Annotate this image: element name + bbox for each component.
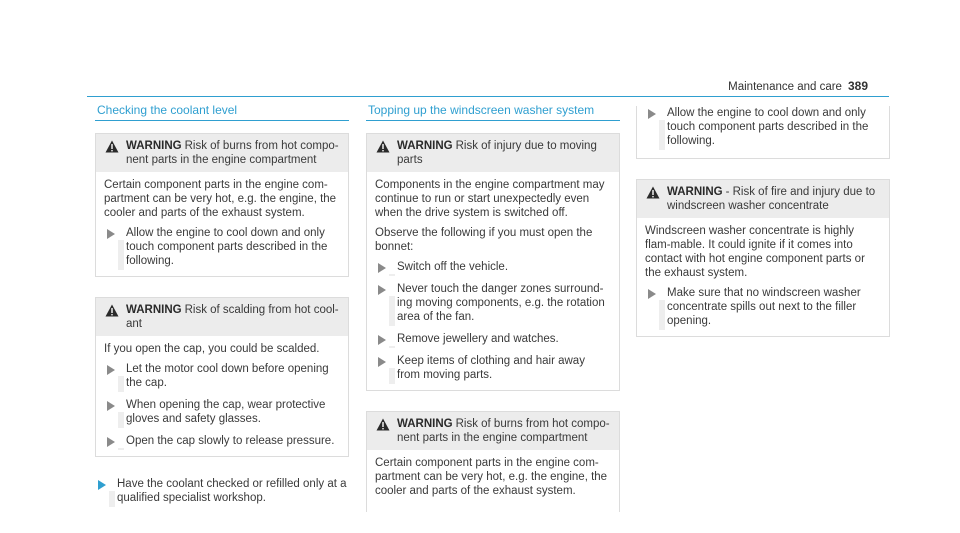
step-item: Open the cap slowly to release pressure. (104, 434, 340, 448)
column-washer (366, 103, 620, 532)
step-item: Keep items of clothing and hair away from moving parts. (375, 354, 611, 382)
warning-burns-continued (636, 106, 890, 159)
warning-heading: Risk of scalding from hot cool-ant (126, 304, 339, 330)
warning-fire-box (636, 179, 890, 337)
warning-triangle-icon (376, 140, 390, 153)
warning-heading: Risk of burns from hot compo-nent parts in the engine compartment (397, 418, 610, 444)
warning-text: Observe the following if you must open the bonnet: (375, 227, 593, 253)
column-continued (636, 103, 890, 357)
warning-burns-box-2 (366, 411, 620, 512)
warning-text: Certain component parts in the engine com-partment can be very hot, e.g. the engine, the cooler and parts of the exhaust system. (104, 179, 337, 219)
warning-triangle-icon (376, 418, 390, 431)
step-arrow-icon (98, 480, 106, 490)
step-arrow-icon (648, 109, 656, 119)
warning-header (367, 134, 619, 172)
warning-body (637, 218, 889, 336)
warning-text: If you open the cap, you could be scalded. (104, 343, 320, 355)
warning-label: WARNING (397, 140, 453, 152)
warning-body (96, 336, 348, 456)
step-item: Make sure that no windscreen washer concentrate spills out next to the filler opening. (645, 286, 881, 328)
header-rule (87, 96, 889, 97)
step-arrow-icon (107, 365, 115, 375)
warning-heading: - Risk of fire and injury due to windscreen washer concentrate (667, 186, 876, 212)
step-arrow-icon (378, 263, 386, 273)
warning-burns-box (95, 133, 349, 277)
warning-header (637, 180, 889, 218)
warning-label: WARNING (126, 140, 182, 152)
step-arrow-icon (107, 401, 115, 411)
warning-body (367, 172, 619, 390)
step-item: Remove jewellery and watches. (375, 332, 611, 346)
warning-triangle-icon (105, 140, 119, 153)
section-title-coolant: Checking the coolant level (95, 103, 349, 121)
step-item-coolant-check: Have the coolant checked or refilled only at a qualified specialist workshop. (95, 477, 349, 505)
step-arrow-icon (107, 437, 115, 447)
warning-text: Certain component parts in the engine com-partment can be very hot, e.g. the engine, the cooler and parts of the exhaust system. (375, 457, 608, 497)
step-item: Never touch the danger zones surround-ing moving components, e.g. the rotation area of the fan. (375, 282, 611, 324)
warning-label: WARNING (397, 418, 453, 430)
step-arrow-icon (378, 285, 386, 295)
warning-header (367, 412, 619, 450)
warning-heading: Risk of burns from hot compo-nent parts in the engine compartment (126, 140, 339, 166)
warning-header (96, 298, 348, 336)
step-item: Switch off the vehicle. (375, 260, 611, 274)
warning-label: WARNING (667, 186, 723, 198)
column-coolant (95, 103, 349, 505)
section-title-washer: Topping up the windscreen washer system (366, 103, 620, 121)
section-name: Maintenance and care (728, 81, 842, 93)
step-arrow-icon (378, 357, 386, 367)
warning-header (96, 134, 348, 172)
warning-triangle-icon (646, 186, 660, 199)
warning-moving-parts-box (366, 133, 620, 391)
step-arrow-icon (107, 229, 115, 239)
step-item: Allow the engine to cool down and only touch component parts described in the following. (104, 226, 340, 268)
warning-scalding-box (95, 297, 349, 457)
warning-heading: Risk of injury due to moving parts (397, 140, 597, 166)
warning-label: WARNING (126, 304, 182, 316)
step-item: Allow the engine to cool down and only touch component parts described in the following. (645, 106, 881, 148)
step-arrow-icon (648, 289, 656, 299)
step-item: Let the motor cool down before opening the cap. (104, 362, 340, 390)
step-item: When opening the cap, wear protective gloves and safety glasses. (104, 398, 340, 426)
warning-body (367, 450, 619, 512)
warning-text: Windscreen washer concentrate is highly flam-mable. It could ignite if it comes into contact with hot engine component parts or the exhaust system. (645, 225, 865, 279)
page-number: 389 (847, 79, 868, 93)
warning-text: Components in the engine compartment may continue to run or start unexpectedly even when the drive system is switched off. (375, 179, 605, 219)
step-arrow-icon (378, 335, 386, 345)
warning-body (96, 172, 348, 276)
warning-triangle-icon (105, 304, 119, 317)
page-header (728, 79, 868, 94)
